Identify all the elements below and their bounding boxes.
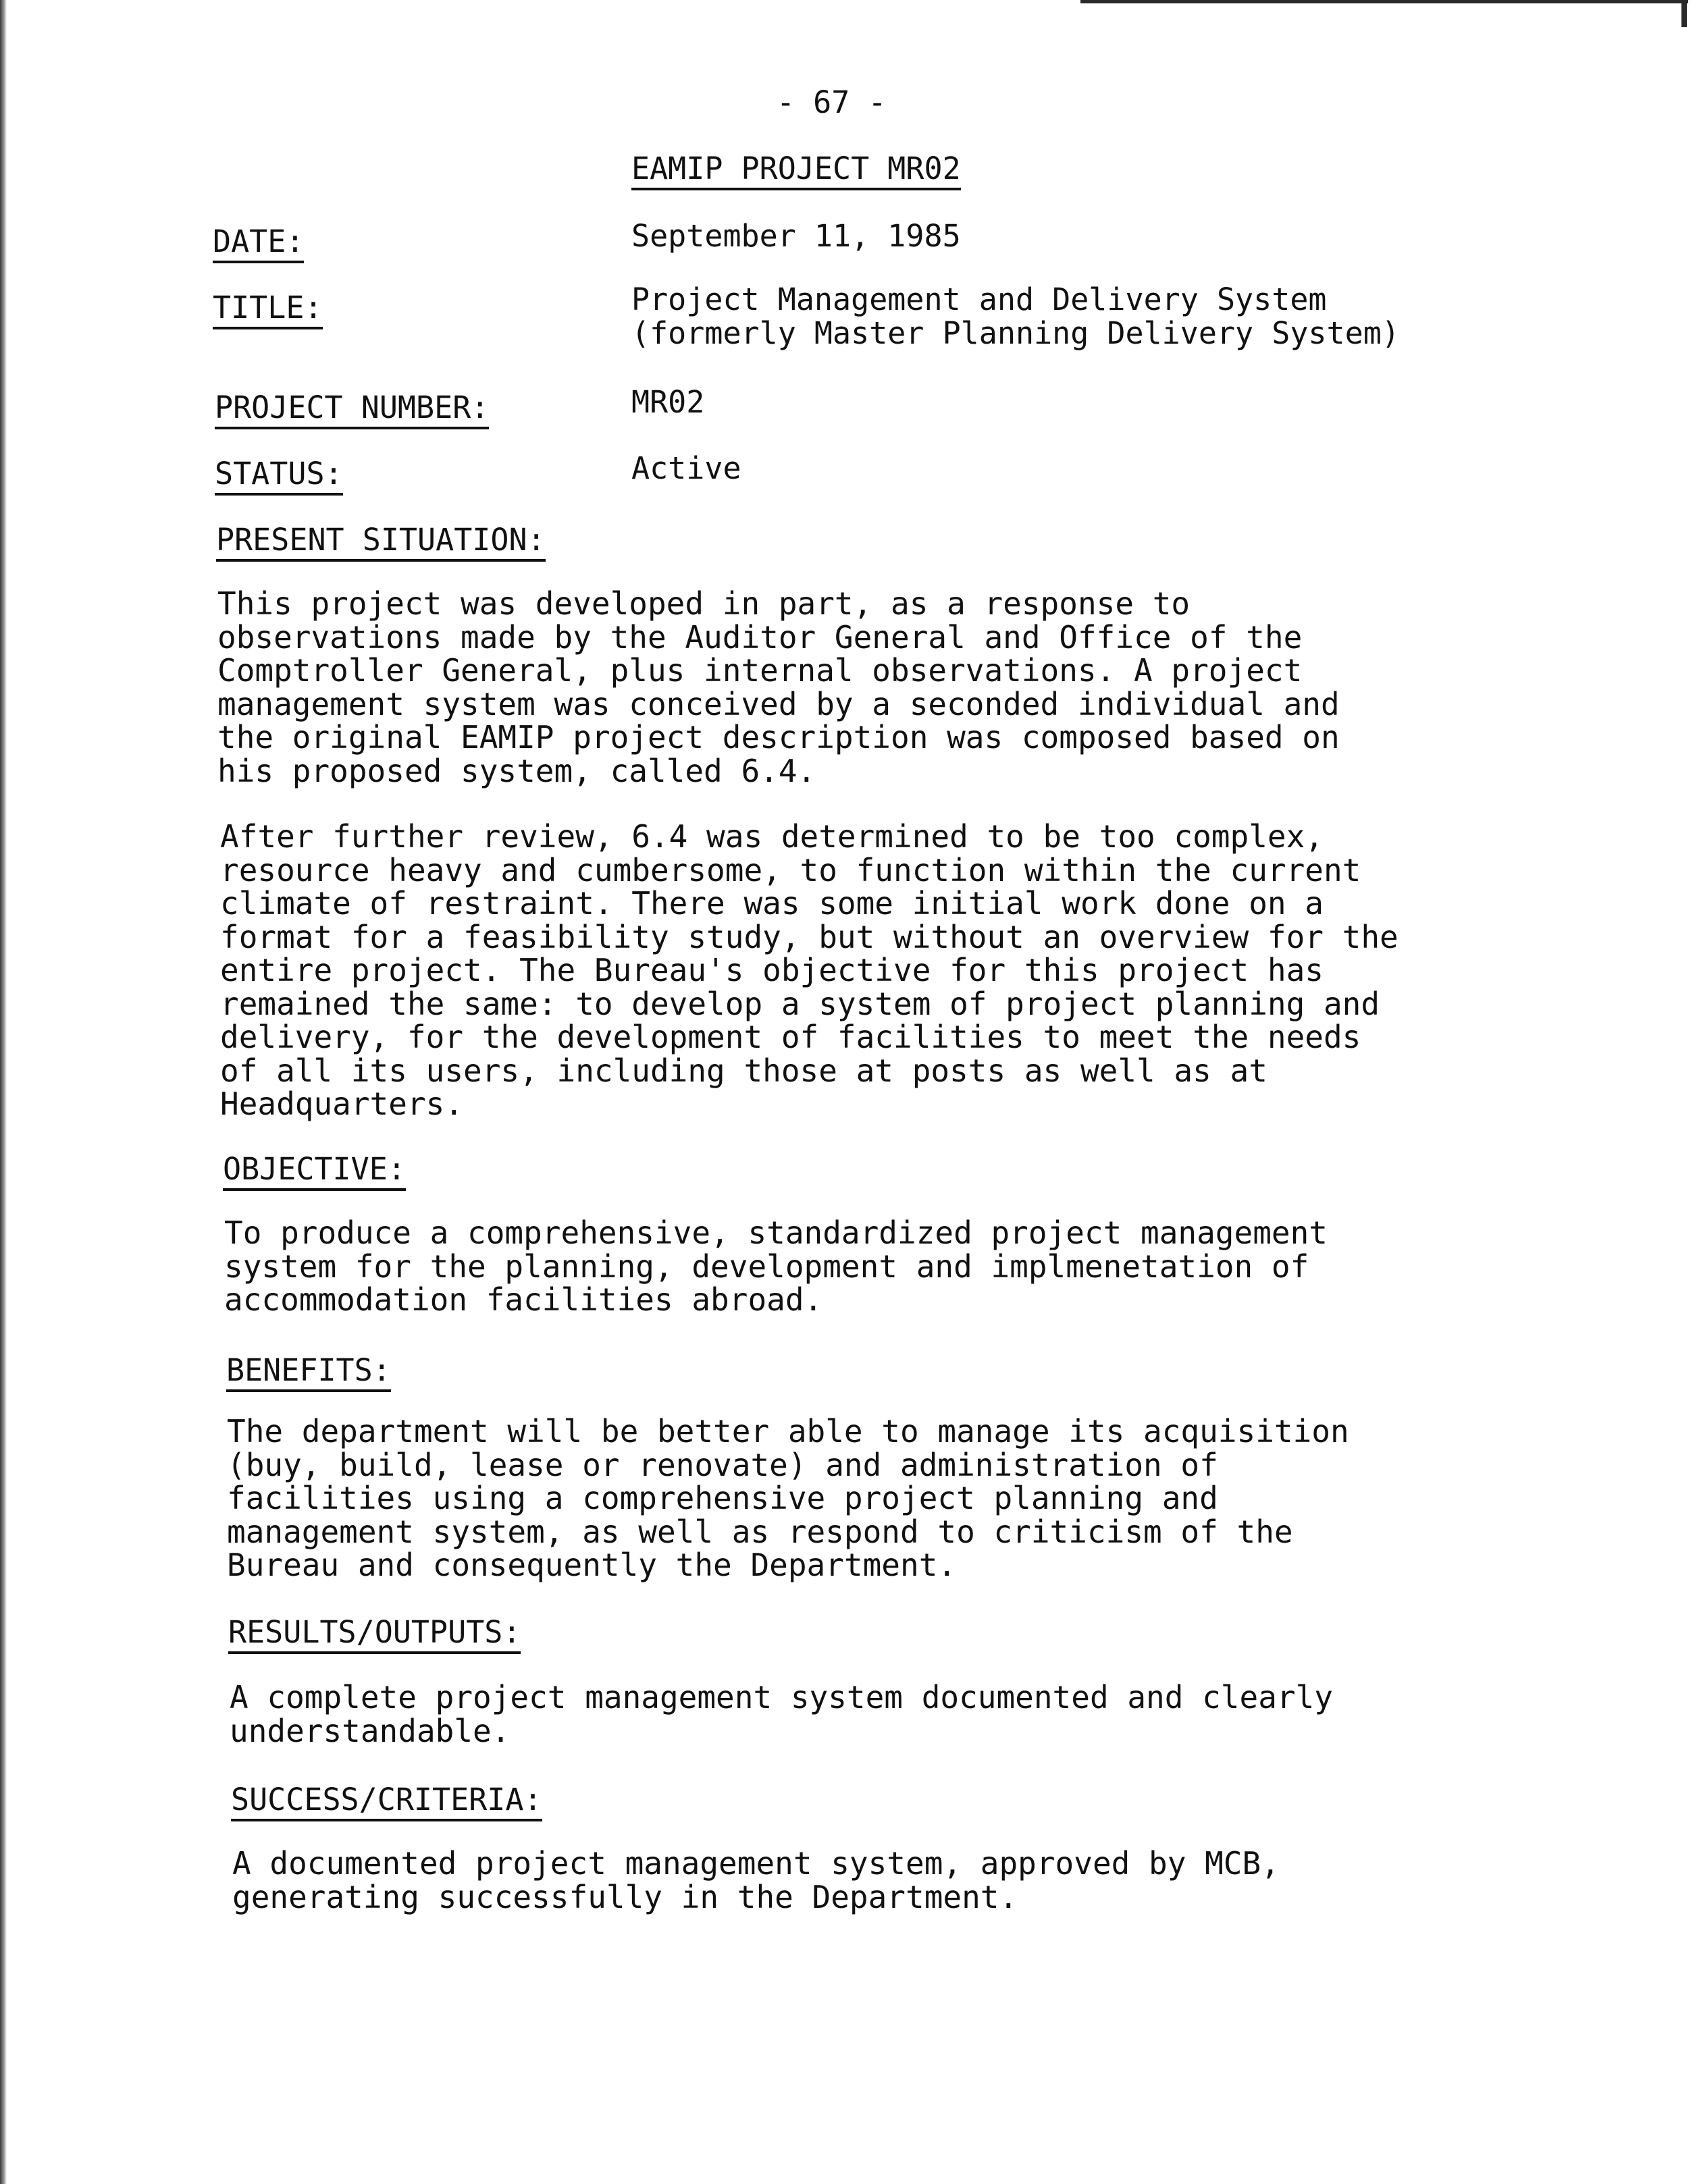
success-criteria-heading: SUCCESS/CRITERIA: bbox=[231, 1784, 542, 1821]
present-situation-paragraph-1: This project was developed in part, as a response to observations made by the Auditor General and Office of the Comptroller General, plus internal observations. A project management system was conceived by a seconded individual and the original EAMIP project description was composed based on his proposed system, called 6.4. bbox=[217, 585, 1340, 789]
status-value: Active bbox=[631, 450, 741, 486]
benefits-paragraph: The department will be better able to manage its acquisition (buy, build, lease or renovate) and administration of facilities using a comprehensive project planning and management system, as well as respond to criticism of the Bureau and consequently the Department. bbox=[227, 1413, 1349, 1583]
objective-heading: OBJECTIVE: bbox=[223, 1153, 406, 1191]
page-number: - 67 - bbox=[777, 84, 887, 120]
present-situation-paragraph-2: After further review, 6.4 was determined to be too complex, resource heavy and cumbersome, to function within the current climate of restraint. There was some initial work done on a format for a feasibility study, but without an overview for the entire project. The Bureau's objective for this project has remained the same: to develop a system of project planning and delivery, for the development of facilities to meet the needs of all its users, including those at posts as well as at Headquarters. bbox=[220, 818, 1399, 1122]
project-heading: EAMIP PROJECT MR02 bbox=[631, 153, 961, 190]
present-situation-heading: PRESENT SITUATION: bbox=[216, 524, 546, 562]
title-label: TITLE: bbox=[213, 292, 323, 329]
scan-edge-left bbox=[0, 0, 7, 2184]
date-value: September 11, 1985 bbox=[631, 218, 961, 254]
scan-mark-right bbox=[1681, 0, 1687, 27]
project-number-value: MR02 bbox=[631, 384, 705, 420]
results-outputs-heading: RESULTS/OUTPUTS: bbox=[228, 1616, 521, 1654]
success-criteria-paragraph: A documented project management system, approved by MCB, generating successfully in the Department. bbox=[232, 1845, 1280, 1915]
scan-edge-top bbox=[1080, 0, 1688, 3]
title-value-line1: Project Management and Delivery System bbox=[631, 282, 1327, 317]
results-outputs-paragraph: A complete project management system documented and clearly understandable. bbox=[230, 1679, 1333, 1749]
benefits-heading: BENEFITS: bbox=[226, 1354, 391, 1392]
project-number-label: PROJECT NUMBER: bbox=[215, 392, 489, 429]
status-label: STATUS: bbox=[215, 458, 343, 496]
objective-paragraph: To produce a comprehensive, standardized project management system for the planning, development and implmenetation of accommodation facilities abroad. bbox=[224, 1215, 1328, 1318]
date-label: DATE: bbox=[213, 225, 304, 263]
title-value-line2: (formerly Master Planning Delivery System) bbox=[631, 315, 1400, 351]
